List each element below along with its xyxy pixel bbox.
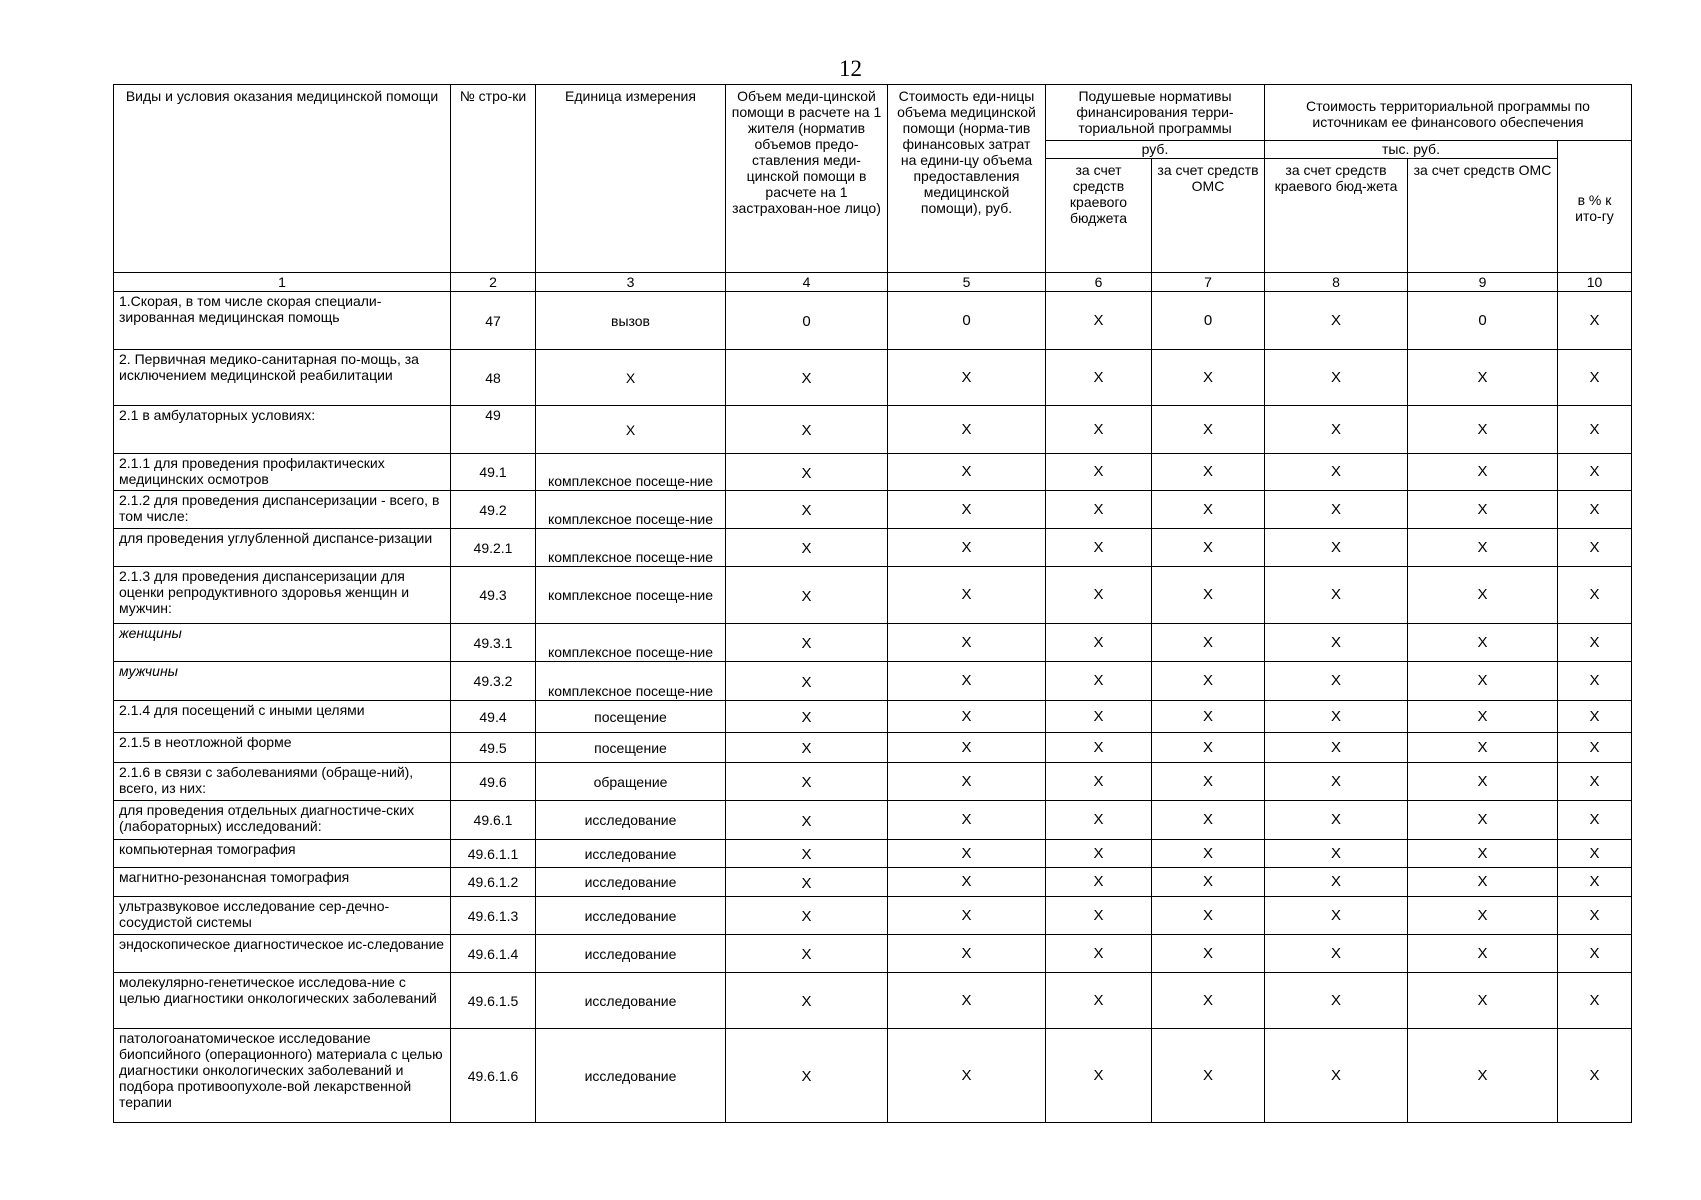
row-number: 49.3.1 [451, 624, 536, 662]
row-value-col9: X [1408, 733, 1558, 763]
row-value-col9: X [1408, 701, 1558, 733]
row-unit: исследование [536, 973, 726, 1029]
row-value-col9: X [1408, 350, 1558, 406]
row-value-col8: X [1265, 662, 1408, 701]
row-value-col5: X [888, 567, 1046, 624]
row-value-col4: X [726, 406, 888, 454]
row-value-col4: X [726, 973, 888, 1029]
row-number: 49.5 [451, 733, 536, 763]
table-row [114, 897, 1632, 935]
row-name: магнитно-резонансная томография [114, 868, 451, 897]
row-value-col10: X [1558, 406, 1632, 454]
row-unit: посещение [536, 701, 726, 733]
table-row [114, 1029, 1632, 1123]
row-value-col4: X [726, 454, 888, 491]
row-value-col4: X [726, 733, 888, 763]
row-value-col6: X [1046, 897, 1152, 935]
row-name: 2.1.2 для проведения диспансеризации - всего, в том числе: [114, 491, 451, 529]
row-value-col10: X [1558, 701, 1632, 733]
row-name: женщины [114, 624, 451, 662]
table-row [114, 701, 1632, 733]
row-number: 49.6 [451, 763, 536, 801]
row-value-col4: X [726, 701, 888, 733]
row-value-col6: X [1046, 973, 1152, 1029]
row-value-col7: X [1152, 491, 1265, 529]
row-value-col7: X [1152, 454, 1265, 491]
row-value-col10: X [1558, 868, 1632, 897]
row-value-col9: X [1408, 491, 1558, 529]
header-per-capita-group: Подушевые нормативы финансирования терри-ториальной программы [1046, 85, 1265, 141]
header-row-number: № стро-ки [451, 85, 536, 273]
row-value-col8: X [1265, 897, 1408, 935]
row-name: 2.1.1 для проведения профилактических медицинских осмотров [114, 454, 451, 491]
row-number: 49.4 [451, 701, 536, 733]
row-unit: X [536, 350, 726, 406]
row-value-col10: X [1558, 454, 1632, 491]
row-value-col9: X [1408, 763, 1558, 801]
row-value-col10: X [1558, 733, 1632, 763]
row-value-col9: X [1408, 567, 1558, 624]
row-value-col9: X [1408, 624, 1558, 662]
row-value-col5: X [888, 454, 1046, 491]
row-unit: вызов [536, 292, 726, 350]
row-value-col4: X [726, 897, 888, 935]
row-number: 49.3 [451, 567, 536, 624]
table-row [114, 529, 1632, 567]
row-value-col5: X [888, 406, 1046, 454]
column-number: 9 [1408, 273, 1558, 292]
row-number: 49.6.1.4 [451, 935, 536, 973]
row-value-col9: X [1408, 1029, 1558, 1123]
row-number: 49.3.2 [451, 662, 536, 701]
row-value-col6: X [1046, 491, 1152, 529]
header-unit-rub: руб. [1046, 141, 1265, 159]
row-value-col7: X [1152, 801, 1265, 840]
row-value-col7: X [1152, 701, 1265, 733]
column-number: 5 [888, 273, 1046, 292]
row-value-col8: X [1265, 733, 1408, 763]
row-value-col6: X [1046, 624, 1152, 662]
row-value-col10: X [1558, 973, 1632, 1029]
row-value-col5: X [888, 701, 1046, 733]
column-number: 2 [451, 273, 536, 292]
row-unit: исследование [536, 935, 726, 973]
row-unit: обращение [536, 763, 726, 801]
header-unit-cost: Стоимость еди-ницы объема медицинской помощи (норма-тив финансовых затрат на едини-цу объема предоставления медицинской помощи), руб. [888, 85, 1046, 273]
row-value-col5: X [888, 868, 1046, 897]
table-row [114, 840, 1632, 868]
row-value-col4: X [726, 1029, 888, 1123]
row-unit: исследование [536, 801, 726, 840]
row-value-col5: X [888, 624, 1046, 662]
table-row [114, 454, 1632, 491]
row-number: 49.6.1.1 [451, 840, 536, 868]
row-value-col10: X [1558, 292, 1632, 350]
header-regional-budget: за счет средств краевого бюджета [1046, 159, 1152, 273]
row-value-col9: X [1408, 897, 1558, 935]
header-unit-thousands: тыс. руб. [1265, 141, 1558, 159]
row-value-col10: X [1558, 935, 1632, 973]
row-unit: комплексное посеще-ние [536, 529, 726, 567]
row-value-col7: X [1152, 733, 1265, 763]
row-value-col10: X [1558, 567, 1632, 624]
row-value-col8: X [1265, 801, 1408, 840]
row-value-col10: X [1558, 491, 1632, 529]
row-unit: исследование [536, 868, 726, 897]
row-name: патологоанатомическое исследование биопсийного (операционного) материала с целью диагностики онкологических заболеваний и подбора противоопухоле-вой лекарственной терапии [114, 1029, 451, 1123]
header-percent: в % к ито-гу [1558, 141, 1632, 273]
row-value-col8: X [1265, 763, 1408, 801]
row-value-col6: X [1046, 935, 1152, 973]
row-value-col4: X [726, 529, 888, 567]
row-value-col10: X [1558, 350, 1632, 406]
row-unit: комплексное посеще-ние [536, 624, 726, 662]
page-number: 12 [839, 56, 862, 81]
row-value-col9: X [1408, 662, 1558, 701]
row-value-col6: X [1046, 1029, 1152, 1123]
row-unit: комплексное посеще-ние [536, 662, 726, 701]
row-name: ультразвуковое исследование сер-дечно-сосудистой системы [114, 897, 451, 935]
row-name: мужчины [114, 662, 451, 701]
row-unit: исследование [536, 840, 726, 868]
table-row [114, 662, 1632, 701]
row-unit: комплексное посеще-ние [536, 491, 726, 529]
row-value-col8: X [1265, 973, 1408, 1029]
row-value-col4: X [726, 763, 888, 801]
header-oms-cost: за счет средств ОМС [1408, 159, 1558, 273]
row-value-col8: X [1265, 935, 1408, 973]
row-value-col6: X [1046, 868, 1152, 897]
row-value-col4: X [726, 662, 888, 701]
row-value-col9: X [1408, 529, 1558, 567]
row-value-col7: X [1152, 662, 1265, 701]
row-number: 49.2.1 [451, 529, 536, 567]
row-number: 49.6.1.2 [451, 868, 536, 897]
row-name: 2.1.3 для проведения диспансеризации для оценки репродуктивного здоровья женщин и мужчин: [114, 567, 451, 624]
row-value-col8: X [1265, 406, 1408, 454]
column-number: 3 [536, 273, 726, 292]
row-value-col7: X [1152, 763, 1265, 801]
row-value-col7: X [1152, 935, 1265, 973]
row-value-col10: X [1558, 529, 1632, 567]
header-oms: за счет средств ОМС [1152, 159, 1265, 273]
row-value-col6: X [1046, 733, 1152, 763]
row-value-col9: X [1408, 868, 1558, 897]
header-volume: Объем меди-цинской помощи в расчете на 1 жителя (норматив объемов предо-ставления меди-цинской помощи в расчете на 1 застрахован-ное лицо) [726, 85, 888, 273]
table-row [114, 350, 1632, 406]
row-value-col10: X [1558, 1029, 1632, 1123]
row-value-col7: X [1152, 897, 1265, 935]
row-number: 47 [451, 292, 536, 350]
row-value-col5: X [888, 662, 1046, 701]
row-value-col4: X [726, 624, 888, 662]
row-value-col10: X [1558, 897, 1632, 935]
row-value-col8: X [1265, 1029, 1408, 1123]
row-value-col4: X [726, 935, 888, 973]
row-name: 2.1.5 в неотложной форме [114, 733, 451, 763]
row-number: 49.6.1 [451, 801, 536, 840]
row-value-col7: X [1152, 529, 1265, 567]
row-value-col9: X [1408, 973, 1558, 1029]
column-number: 10 [1558, 273, 1632, 292]
row-value-col10: X [1558, 662, 1632, 701]
row-name: для проведения углубленной диспансе-ризации [114, 529, 451, 567]
column-number: 7 [1152, 273, 1265, 292]
row-unit: комплексное посеще-ние [536, 454, 726, 491]
row-value-col4: X [726, 868, 888, 897]
table-row [114, 801, 1632, 840]
row-name: для проведения отдельных диагностиче-ских (лабораторных) исследований: [114, 801, 451, 840]
row-value-col5: X [888, 529, 1046, 567]
table-row [114, 292, 1632, 350]
row-value-col5: X [888, 897, 1046, 935]
row-value-col8: X [1265, 454, 1408, 491]
row-value-col5: X [888, 1029, 1046, 1123]
row-name: 2.1.4 для посещений с иными целями [114, 701, 451, 733]
row-value-col8: X [1265, 868, 1408, 897]
row-name: 2. Первичная медико-санитарная по-мощь, за исключением медицинской реабилитации [114, 350, 451, 406]
row-value-col10: X [1558, 840, 1632, 868]
table-row [114, 763, 1632, 801]
row-value-col6: X [1046, 840, 1152, 868]
header-unit: Единица измерения [536, 85, 726, 273]
row-value-col10: X [1558, 763, 1632, 801]
row-unit: исследование [536, 897, 726, 935]
table-row [114, 406, 1632, 454]
column-number: 8 [1265, 273, 1408, 292]
row-value-col4: X [726, 567, 888, 624]
row-value-col5: X [888, 491, 1046, 529]
table-row [114, 491, 1632, 529]
row-value-col8: X [1265, 292, 1408, 350]
row-name: 1.Скорая, в том числе скорая специали-зированная медицинская помощь [114, 292, 451, 350]
row-value-col7: X [1152, 350, 1265, 406]
table-row [114, 973, 1632, 1029]
funding-table [113, 84, 1632, 1123]
header-regional-budget-cost: за счет средств краевого бюд-жета [1265, 159, 1408, 273]
table-row [114, 567, 1632, 624]
header-cost-group: Стоимость территориальной программы по источникам ее финансового обеспечения [1265, 85, 1632, 141]
row-value-col5: X [888, 350, 1046, 406]
row-value-col7: X [1152, 567, 1265, 624]
row-value-col8: X [1265, 624, 1408, 662]
row-value-col8: X [1265, 701, 1408, 733]
row-value-col5: X [888, 935, 1046, 973]
row-number: 49.6.1.3 [451, 897, 536, 935]
row-name: молекулярно-генетическое исследова-ние с целью диагностики онкологических заболеваний [114, 973, 451, 1029]
row-number: 49.6.1.6 [451, 1029, 536, 1123]
row-name: эндоскопическое диагностическое ис-следование [114, 935, 451, 973]
row-value-col5: X [888, 840, 1046, 868]
row-number: 49 [451, 406, 536, 454]
row-unit: X [536, 406, 726, 454]
row-name: 2.1.6 в связи с заболеваниями (обраще-ний), всего, из них: [114, 763, 451, 801]
row-value-col6: X [1046, 701, 1152, 733]
table-row [114, 733, 1632, 763]
row-number: 49.6.1.5 [451, 973, 536, 1029]
row-value-col6: X [1046, 567, 1152, 624]
row-value-col5: X [888, 973, 1046, 1029]
row-unit: исследование [536, 1029, 726, 1123]
column-number-row [114, 273, 1632, 292]
row-value-col7: X [1152, 406, 1265, 454]
row-unit: комплексное посеще-ние [536, 567, 726, 624]
row-value-col6: X [1046, 662, 1152, 701]
row-value-col7: X [1152, 840, 1265, 868]
row-value-col7: X [1152, 624, 1265, 662]
row-value-col8: X [1265, 567, 1408, 624]
row-value-col7: 0 [1152, 292, 1265, 350]
row-number: 48 [451, 350, 536, 406]
row-value-col6: X [1046, 292, 1152, 350]
row-name: 2.1 в амбулаторных условиях: [114, 406, 451, 454]
row-value-col6: X [1046, 406, 1152, 454]
row-value-col9: X [1408, 454, 1558, 491]
table-row [114, 624, 1632, 662]
row-value-col6: X [1046, 454, 1152, 491]
row-value-col5: X [888, 801, 1046, 840]
row-value-col6: X [1046, 801, 1152, 840]
row-value-col8: X [1265, 350, 1408, 406]
row-unit: посещение [536, 733, 726, 763]
row-value-col9: 0 [1408, 292, 1558, 350]
column-number: 6 [1046, 273, 1152, 292]
row-value-col9: X [1408, 840, 1558, 868]
row-value-col6: X [1046, 350, 1152, 406]
row-value-col9: X [1408, 935, 1558, 973]
column-number: 1 [114, 273, 451, 292]
row-number: 49.2 [451, 491, 536, 529]
row-value-col5: X [888, 763, 1046, 801]
row-value-col8: X [1265, 529, 1408, 567]
row-value-col8: X [1265, 491, 1408, 529]
header-kinds: Виды и условия оказания медицинской помощи [114, 85, 451, 273]
table-row [114, 935, 1632, 973]
row-value-col5: X [888, 733, 1046, 763]
row-value-col7: X [1152, 973, 1265, 1029]
row-value-col7: X [1152, 868, 1265, 897]
row-value-col6: X [1046, 529, 1152, 567]
row-value-col10: X [1558, 624, 1632, 662]
row-value-col10: X [1558, 801, 1632, 840]
row-value-col9: X [1408, 406, 1558, 454]
column-number: 4 [726, 273, 888, 292]
row-value-col4: X [726, 840, 888, 868]
row-value-col4: X [726, 801, 888, 840]
row-value-col6: X [1046, 763, 1152, 801]
row-value-col4: X [726, 491, 888, 529]
row-number: 49.1 [451, 454, 536, 491]
table-row [114, 868, 1632, 897]
row-value-col9: X [1408, 801, 1558, 840]
row-value-col5: 0 [888, 292, 1046, 350]
row-value-col7: X [1152, 1029, 1265, 1123]
row-name: компьютерная томография [114, 840, 451, 868]
row-value-col4: 0 [726, 292, 888, 350]
row-value-col4: X [726, 350, 888, 406]
row-value-col8: X [1265, 840, 1408, 868]
